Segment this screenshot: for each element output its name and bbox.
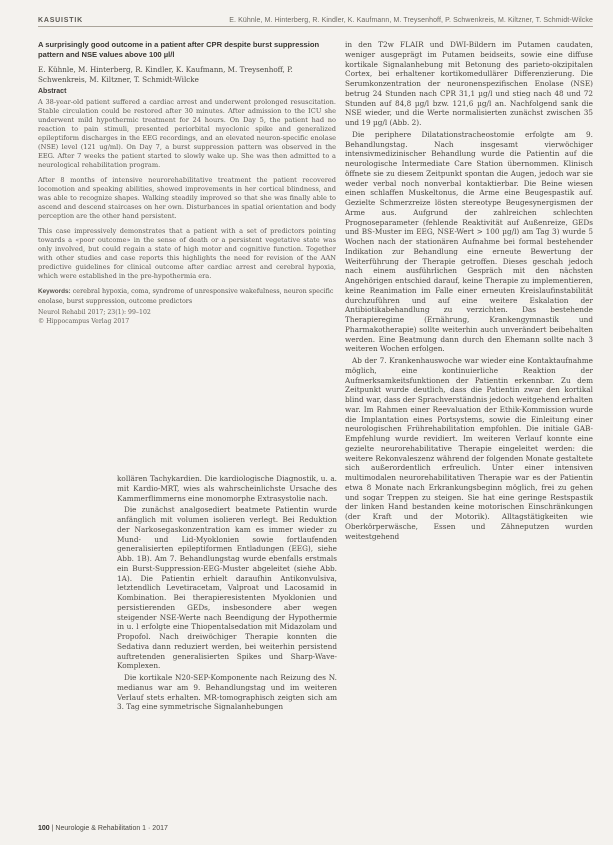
journal-name: Neurologie & Rehabilitation 1 · 2017 bbox=[55, 825, 168, 832]
running-header bbox=[38, 10, 593, 24]
page-footer bbox=[38, 825, 168, 832]
body-paragraph: Ab der 7. Krankenhauswoche war wieder eine Kontaktaufnahme möglich, eine kontinuierliche Reaktion der Aufmerksamkeitsfunktionen der Patientin erkennbar. Zu dem Zeitpunkt wurde deutlich, dass die Patientin zwar den kortikal blind war, dass der Sprachverständnis jedoch weitgehend erhalten war. Im Rahmen einer Reevaluation der Ethik-Kommission wurde die Implantation eines Portsystems, sowie die Einleitung einer neurologischen Frührehabilitation empfohlen. Die initiale GAB-Empfehlung wurde revidiert. Im weiteren Verlauf konnte eine gezielte neurorehabilitative Therapie eingeleitet werden: die weitere Rekonvaleszenz während der folgenden Monate gestaltete sich außerordentlich erfreulich. Unter einer intensiven multimodalen neurorehabilitativen Therapie war es der Patientin etwa 8 Monate nach Erkrankungsbeginn möglich, frei zu gehen und sogar Treppen zu steigen. Sie hat eine geringe Restspastik der linken Hand bestanden keine motorischen Einschränkungen (der Kraft und der Motorik). Alltagstätigkeiten wie Oberkörperwäsche, Essen und Zähneputzen wurden weitestgehend bbox=[345, 356, 593, 541]
abstract-heading: Abstract bbox=[38, 88, 67, 95]
body-paragraph: kollären Tachykardien. Die kardiologische Diagnostik, u. a. mit Kardio-MRT, wies als wahrscheinlichste Ursache des Kammerflimmerns eine monomorphe Extrasystolie nach. bbox=[117, 474, 337, 503]
abstract-authors: E. Kühnle, M. Hinterberg, R. Kindler, K. Kaufmann, M. Treysenhoff, P. Schwenkreis, M. Kiltzner, T. Schmidt-Wilcke bbox=[38, 65, 293, 84]
body-paragraph: Die zunächst analgosediert beatmete Patientin wurde anfänglich mit volumen isolieren verlegt. Bei Reduktion der Narkosegaskonzentration kam es immer wieder zu Mund- und Lid-Myoklonien sowie fortlaufenden generalisierten epileptiformen Entladungen (EEG), siehe Abb. 1B). Am 7. Behandlungstag wurde ebenfalls erstmals ein Burst-Suppression-EEG-Muster abgeleitet (siehe Abb. 1A). Die Patientin erhielt daraufhin Antikonvulsiva, letztendlich Levetiracetam, Valproat und Lacosamid in Kombination. Bei therapieresistenten Myoklonien und persistierenden GEDs, insbesondere aber wegen steigender NSE-Werte nach Beendigung der Hypothermie in u. l erfolgte eine Thiopentalsedation mit Midazolam und Propofol. Nach dreiwöchiger Therapie konnten die Sedativa dann reduziert werden, bei weiterhin persistend auftretenden generalisierten Spikes und Sharp-Wave-Komplexen. bbox=[117, 505, 337, 671]
abstract-paragraph: This case impressively demonstrates that a patient with a set of predictors pointing towards a «poor outcome» in the sense of death or a persistent vegetative state was only involved, but could regain a state of high motor and cognitive function. Together with other studies and case reports this highlights the need for revision of the AAN predictive guidelines for clinical outcome after cardiac arrest and cerebral hypoxia, which were established in the pre-hypothermia era. bbox=[38, 227, 336, 280]
keywords-label: Keywords: bbox=[38, 288, 71, 295]
citation: Neurol Rehabil 2017; 23(1): 99–102 bbox=[38, 309, 151, 317]
abstract-paragraph: A 38-year-old patient suffered a cardiac arrest and underwent prolonged resuscitation. Stable circulation could be restored after 30 minutes. After admission to the ICU she underwent mild hypothermic treatment for 24 hours. On Day 5, the patient had no reaction to pain stimuli, presented periorbital myoclonic spike and generalized epileptiform discharges in the EEG recordings, and an elevated neuron-specific enolase (NSE) level (121 ug/ml). On Day 7, a burst suppression pattern was observed in the EEG. After 7 weeks the patient started to slowly wake up. She was then admitted to a neurological rehabilitation program. bbox=[38, 98, 336, 169]
english-abstract bbox=[38, 40, 336, 470]
abstract-paragraph: After 8 months of intensive neurorehabilitative treatment the patient recovered locomotion and speaking abilities, showed improvements in her cortical blindness, and was able to recognize shapes. Walking steadily improved so that she was finally able to ascend and descend staircases on her own. Disturbances in spatial orientation and body perception are the other hand persistent. bbox=[38, 176, 336, 220]
keywords bbox=[38, 287, 336, 305]
keywords-text: cerebral hypoxia, coma, syndrome of unresponsive wakefulness, neuron specific enolase, burst suppression, outcome predictors bbox=[38, 287, 334, 305]
body-column-right bbox=[345, 40, 593, 828]
running-authors: E. Kühnle, M. Hinterberg, R. Kindler, K. Kaufmann, M. Treysenhoff, P. Schwenkreis, M. Kiltzner, T. Schmidt-Wilcke bbox=[229, 17, 593, 24]
section-label: KASUISTIK bbox=[38, 17, 83, 24]
body-paragraph: Die periphere Dilatationstracheostomie erfolgte am 9. Behandlungstag. Nach insgesamt vierwöchiger intensivmedizinischer Behandlung wurde die Patientin auf die neurologische Intermediate Care Station übernommen. Klinisch öffnete sie zu diesem Zeitpunkt spontan die Augen, jedoch war sie weder verbal noch nonverbal kontaktierbar. Die Beine wiesen einen schlaffen Muskeltonus, die Arme eine Beugespastik auf. Gezielte Schmerzreize lösten stereotype Beugesynergismen der Arme aus. Aufgrund der zahlreichen schlechten Prognoseparameter (fehlende Reaktivität auf Außenreize, GEDs und BS-Muster im EEG, NSE-Wert > 100 µg/l) am Tag 3) wurde 5 Wochen nach der stationären Aufnahme bei formal bestehender Indikation zur Behandlung eine erneute Bewertung der Weiterführung der Therapie getroffen. Dieses geschah jedoch nach einem ausführlichen Gespräch mit den nächsten Angehörigen entschied darauf, keine Therapie zu implementieren, keine Reanimation im Falle einer erneuten Kreislaufinstabilität durchzuführen und auf eine weitere Eskalation der Antibiotikabehandlung zu verzichten. Das bestehende Therapieregime (Ernährung, Krankengymnastik und Pharmakotherapie) sollte weiterhin auch unverändert beibehalten werden. Eine Beatmung dann durch den Ehemann sollte nach 3 weiteren Wochen erfolgen. bbox=[345, 129, 593, 354]
body-paragraph: in den T2w FLAIR und DWI-Bildern im Putamen caudaten, weniger ausgeprägt im Putamen beidseits, sowie eine diffuse kortikale Signalanhebung mit Betonung des parieto-okzipitalen Cortex, bei erhaltener kortikomedullärer Differenzierung. Die Serumkonzentration der neuronenspezifischen Enolase (NSE) betrug 24 Stunden nach CPR 31,1 µg/l und stieg nach 48 und 72 Stunden auf 84,8 µg/l bzw. 121,6 µg/l an. Nachfolgend sank die NSE wieder, und die Werte normalisierten zunächst zwischen 35 und 19 µg/l (Abb. 2). bbox=[345, 40, 593, 127]
publisher-note: © Hippocampus Verlag 2017 bbox=[38, 317, 130, 325]
abstract-title: A surprisingly good outcome in a patient after CPR despite burst suppression pattern and NSE values above 100 µl/l bbox=[38, 40, 320, 59]
page-number: 100 bbox=[38, 825, 50, 832]
header-rule bbox=[38, 26, 593, 27]
body-column-left bbox=[117, 474, 337, 822]
footer-separator: | bbox=[51, 825, 56, 832]
body-paragraph: Die kortikale N20-SEP-Komponente nach Reizung des N. medianus war am 9. Behandlungstag und im weiteren Verlauf stets erhalten. MR-tomographisch zeigten sich am 3. Tag eine symmetrische Signalanhebungen bbox=[117, 673, 337, 712]
